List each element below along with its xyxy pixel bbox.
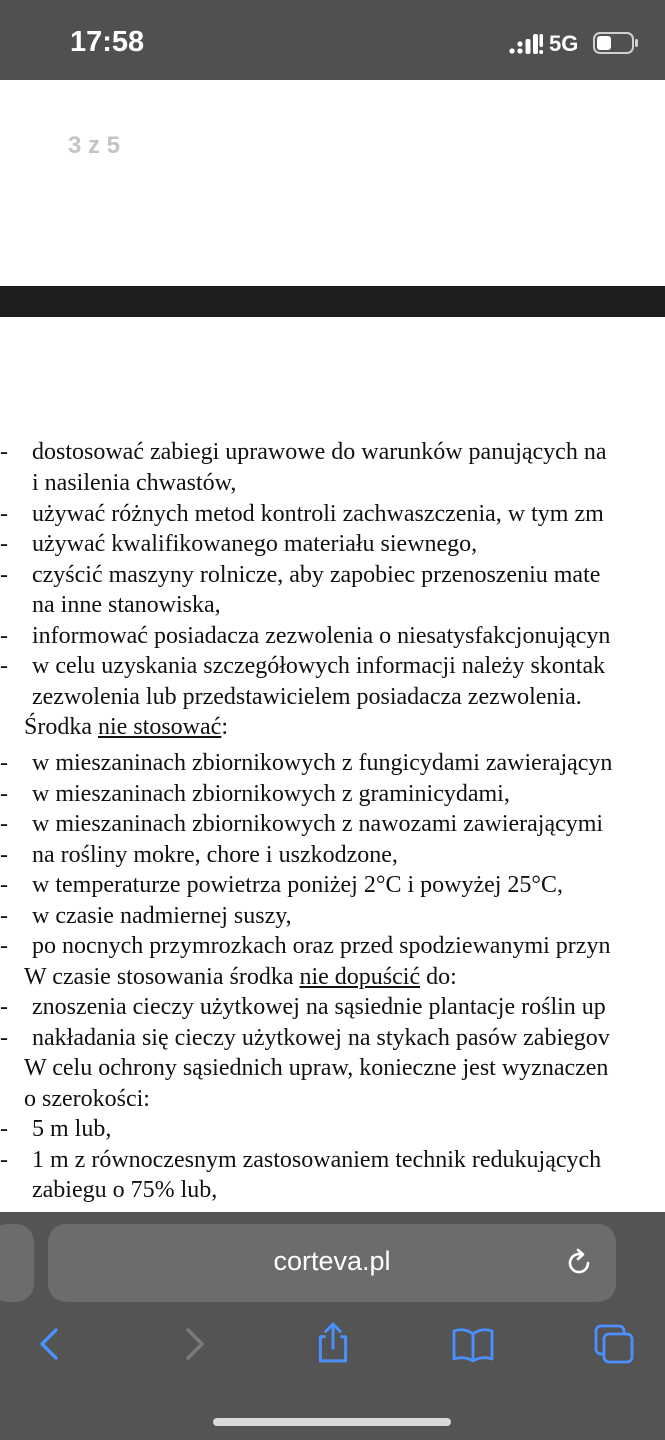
list-dash: - — [0, 1025, 8, 1051]
list-dash: - — [0, 501, 8, 527]
pdf-document-content[interactable] — [0, 317, 665, 1212]
list-dash: - — [0, 1116, 8, 1142]
line-text: w mieszaninach zbiornikowych z nawozami zawierającymi — [32, 811, 604, 837]
line-text: nakładania się cieczy użytkowej na stykach pasów zabiegov — [32, 1025, 610, 1051]
line-text: w mieszaninach zbiornikowych z graminicydami, — [32, 781, 510, 807]
list-dash: - — [0, 994, 8, 1020]
status-bar — [0, 0, 665, 80]
address-bar[interactable] — [48, 1224, 616, 1302]
line-text: Środka nie stosować: — [24, 714, 228, 740]
list-dash: - — [0, 439, 8, 465]
line-text: w czasie nadmiernej suszy, — [32, 903, 292, 929]
line-text: na inne stanowiska, — [32, 592, 221, 618]
forward-chevron-icon[interactable] — [174, 1324, 214, 1364]
signal-bars-icon — [509, 33, 543, 55]
list-dash: - — [0, 872, 8, 898]
line-text: o szerokości: — [24, 1086, 150, 1112]
battery-icon — [593, 32, 639, 54]
pdf-page-header — [0, 80, 665, 286]
list-dash: - — [0, 750, 8, 776]
line-text: 1 m z równoczesnym zastosowaniem technik redukujących — [32, 1147, 602, 1173]
list-dash: - — [0, 531, 8, 557]
line-text: czyścić maszyny rolnicze, aby zapobiec przenoszeniu mate — [32, 562, 601, 588]
line-text: zezwolenia lub przedstawicielem posiadacza zezwolenia. — [32, 684, 582, 710]
underlined-phrase: nie stosować — [98, 714, 222, 740]
reload-icon[interactable] — [564, 1248, 594, 1278]
page-counter: 3 z 5 — [68, 132, 121, 159]
line-text: i nasilenia chwastów, — [32, 470, 237, 496]
line-text: 5 m lub, — [32, 1116, 112, 1142]
line-text: dostosować zabiegi uprawowe do warunków panujących na — [32, 439, 607, 465]
pdf-toolbar-band — [0, 286, 665, 317]
line-text: w mieszaninach zbiornikowych z fungicydami zawierającyn — [32, 750, 613, 776]
line-text: W celu ochrony sąsiednich upraw, konieczne jest wyznaczen — [24, 1055, 609, 1081]
list-dash: - — [0, 842, 8, 868]
list-dash: - — [0, 623, 8, 649]
underlined-phrase: nie dopuścić — [299, 964, 421, 990]
tabs-icon[interactable] — [594, 1324, 634, 1364]
list-dash: - — [0, 562, 8, 588]
share-icon[interactable] — [312, 1320, 354, 1364]
line-text: w celu uzyskania szczegółowych informacji należy skontak — [32, 653, 606, 679]
network-type-label: 5G — [549, 31, 579, 56]
line-text: używać kwalifikowanego materiału siewnego, — [32, 531, 478, 557]
address-url: corteva.pl — [273, 1246, 391, 1276]
list-dash: - — [0, 903, 8, 929]
browser-bottom-bar — [0, 1212, 665, 1440]
line-text: po nocnych przymrozkach oraz przed spodziewanymi przyn — [32, 933, 611, 959]
line-text: na rośliny mokre, chore i uszkodzone, — [32, 842, 398, 868]
line-text: znoszenia cieczy użytkowej na sąsiednie plantacje roślin up — [32, 994, 606, 1020]
list-dash: - — [0, 933, 8, 959]
list-dash: - — [0, 1147, 8, 1173]
line-text: w temperaturze powietrza poniżej 2°C i powyżej 25°C, — [32, 872, 564, 898]
list-dash: - — [0, 653, 8, 679]
line-text: zabiegu o 75% lub, — [32, 1177, 218, 1203]
list-dash: - — [0, 781, 8, 807]
line-text: W czasie stosowania środka nie dopuścić do: — [24, 964, 457, 990]
status-time: 17:58 — [70, 26, 145, 58]
previous-tab-preview[interactable] — [0, 1224, 34, 1302]
home-indicator — [213, 1418, 451, 1426]
list-dash: - — [0, 811, 8, 837]
line-text: używać różnych metod kontroli zachwaszczenia, w tym zm — [32, 501, 604, 527]
back-chevron-icon[interactable] — [30, 1324, 70, 1364]
bookmarks-book-icon[interactable] — [450, 1324, 496, 1364]
line-text: informować posiadacza zezwolenia o niesatysfakcjonującyn — [32, 623, 611, 649]
